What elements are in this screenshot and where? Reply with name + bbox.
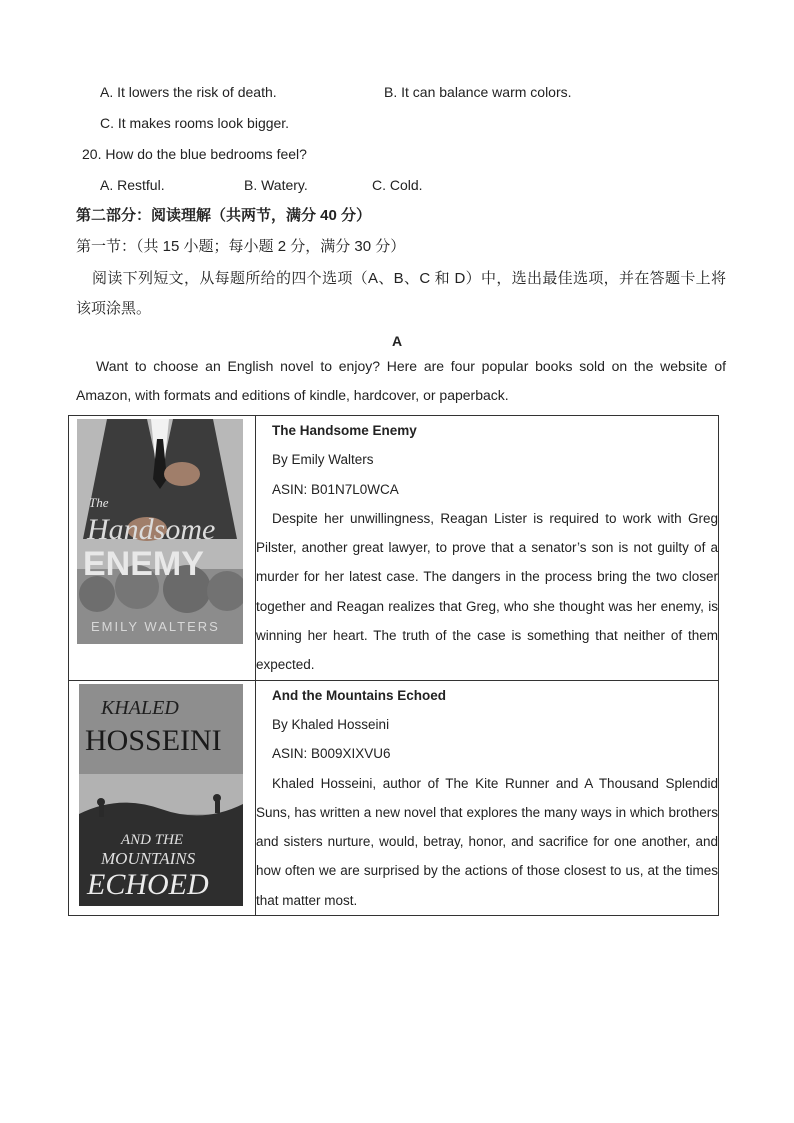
q19-option-c: C. It makes rooms look bigger.	[100, 115, 290, 131]
passage-letter: A	[391, 333, 403, 349]
cover-author: EMILY WALTERS	[91, 619, 220, 634]
cover-text-line5: ECHOED	[87, 867, 209, 901]
cover-text-line4: MOUNTAINS	[101, 848, 196, 868]
cover-text-line1: KHALED	[101, 696, 179, 719]
section1-heading: 第一节：（共 15 小题；每小题 2 分，满分 30 分）	[76, 238, 406, 255]
book-description: Despite her unwillingness, Reagan Lister is required to work with Greg Pilster, another great lawyer, to prove that a senator’s son is not guilty of a murder for her latest case. The dangers in the process bring the two closer together and Reagan realizes that Greg, who she thought was her enemy, is winning her heart. The truth of the case is something that neither of them expected.	[256, 510, 718, 673]
q19-option-a: A. It lowers the risk of death.	[100, 84, 277, 100]
passage-intro: Want to choose an English novel to enjoy? Here are four popular books sold on the website of Amazon, with formats and editions of kindle, hardcover, or paperback.	[76, 358, 726, 403]
instruction: 阅读下列短文，从每题所给的四个选项（A、B、C 和 D）中，选出最佳选项，并在答题卡上将该项涂黑。	[76, 270, 726, 317]
cover-text-line1: The	[89, 495, 109, 510]
cover-text-line3: AND THE	[121, 831, 184, 848]
book-info-cell	[256, 416, 719, 681]
book-table	[68, 415, 719, 916]
book-cover-handsome-enemy	[77, 419, 243, 644]
cover-text-line3: ENEMY	[83, 545, 204, 583]
book-author: By Khaled Hosseini	[272, 716, 390, 732]
cover-text-line2: Handsome	[87, 513, 216, 546]
book-description: Khaled Hosseini, author of The Kite Runner and A Thousand Splendid Suns, has written a new novel that explores the many ways in which brothers and sisters nurture, would, betray, honor, and sacrifice for one another, and how often we are surprised by the actions of those closest to us, at the times that matter most.	[256, 775, 718, 908]
cover-cell	[69, 680, 256, 915]
book-asin: ASIN: B01N7L0WCA	[272, 481, 399, 497]
cover-illustration	[77, 419, 243, 644]
q19-option-b: B. It can balance warm colors.	[384, 84, 572, 100]
q20-option-a: A. Restful.	[100, 177, 165, 193]
q20-option-b: B. Watery.	[244, 177, 308, 193]
cover-text-line2: HOSSEINI	[85, 723, 222, 757]
cover-cell	[69, 416, 256, 681]
cover-illustration	[79, 684, 243, 906]
part2-heading: 第二部分：阅读理解（共两节，满分 40 分）	[76, 207, 372, 224]
book-asin: ASIN: B009XIXVU6	[272, 746, 391, 762]
book-author: By Emily Walters	[272, 452, 374, 468]
book-info-cell	[256, 680, 719, 915]
book-title: And the Mountains Echoed	[272, 687, 446, 703]
book-cover-mountains-echoed	[79, 684, 243, 906]
q20-question: 20. How do the blue bedrooms feel?	[82, 146, 307, 162]
q20-option-c: C. Cold.	[372, 177, 423, 193]
book-row	[69, 416, 719, 681]
book-title: The Handsome Enemy	[272, 423, 417, 438]
book-row	[69, 680, 719, 915]
